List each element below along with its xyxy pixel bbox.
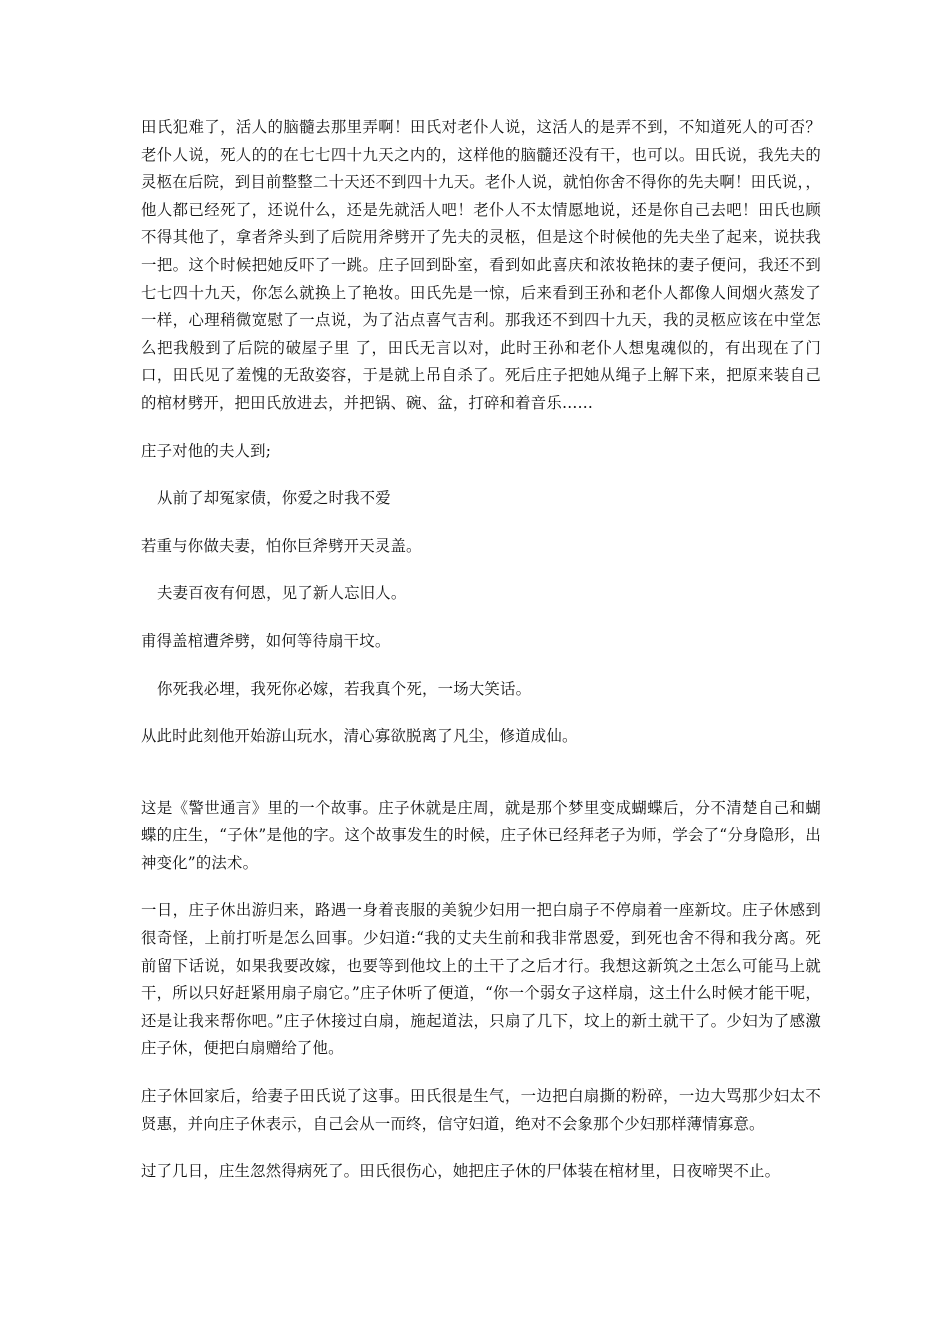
paragraph-zhuangzi-death: 过了几日，庄生忽然得病死了。田氏很伤心，她把庄子休的尸体装在棺材里，日夜啼哭不止。 — [141, 1162, 781, 1181]
paragraph-wife-vow: 庄子休回家后，给妻子田氏说了这事。田氏很是生气，一边把白扇撕的粉碎，一边大骂那少妇太不贤惠，并向庄子休表示，自己会从一而终，信守妇道，绝对不会象那个少妇那样薄情寡意。 — [141, 1087, 821, 1133]
poem-line-5: 你死我必埋，我死你必嫁，若我真个死，一场大笑话。 — [157, 679, 532, 698]
paragraph-widow-fan: 一日，庄子休出游归来，路遇一身着丧服的美貌少妇用一把白扇子不停扇着一座新坟。庄子休感到很奇怪，上前打听是怎么回事。少妇道:“我的丈夫生前和我非常恩爱，到死也舍不得和我分离。死前留下话说，如果我要改嫁，也要等到他坟上的土干了之后才行。我想这新筑之土怎么可能马上就干，所以只好赶紧用扇子扇它。”庄子休听了便道，“你一个弱女子这样扇，这土什么时候才能干呢，还是让我来帮你吧。”庄子休接过白扇，施起道法，只扇了几下，坟上的新土就干了。少妇为了感激庄子休，便把白扇赠给了他。 — [141, 901, 821, 1058]
poem-line-2: 若重与你做夫妻，怕你巨斧劈开天灵盖。 — [141, 536, 422, 555]
paragraph-conclusion: 从此时此刻他开始游山玩水，清心寡欲脱离了凡尘，修道成仙。 — [141, 727, 578, 746]
poem-line-4: 甫得盖棺遭斧劈，如何等待扇干坟。 — [141, 631, 391, 650]
poem-line-1: 从前了却冤家债，你爱之时我不爱 — [157, 489, 391, 508]
paragraph-zhuangzi-intro: 庄子对他的夫人到; — [141, 441, 272, 460]
poem-line-3: 夫妻百夜有何恩，见了新人忘旧人。 — [157, 584, 407, 603]
document-page — [141, 114, 821, 1186]
paragraph-tianshi-story: 田氏犯难了，活人的脑髓去那里弄啊！田氏对老仆人说，这活人的是弄不到，不知道死人的可否？老仆人说，死人的的在七七四十九天之内的，这样他的脑髓还没有干，也可以。田氏说，我先夫的灵柩在后院，到目前整整二十天还不到四十九天。老仆人说，就怕你舍不得你的先夫啊！田氏说，，他人都已经死了，还说什么，还是先就活人吧！老仆人不太情愿地说，还是你自己去吧！田氏也顾不得其他了，拿者斧头到了后院用斧劈开了先夫的灵柩，但是这个时候他的先夫坐了起来，说扶我一把。这个时候把她反吓了一跳。庄子回到卧室，看到如此喜庆和浓妆艳抹的妻子便问，我还不到七七四十九天，你怎么就换上了艳妆。田氏先是一惊，后来看到王孙和老仆人都像人间烟火蒸发了一样，心理稍微宽慰了一点说，为了沾点喜气吉利。那我还不到四十九天，我的灵柩应该在中堂怎么把我般到了后院的破屋子里 了，田氏无言以对，此时王孙和老仆人想鬼魂似的，有出现在了门口，田氏见了羞愧的无敌姿容，于是就上吊自杀了。死后庄子把她从绳子上解下来，把原来装自己的棺材劈开，把田氏放进去，并把锅、碗、盆，打碎和着音乐…… — [141, 118, 821, 412]
paragraph-source-intro: 这是《警世通言》里的一个故事。庄子休就是庄周，就是那个梦里变成蝴蝶后，分不清楚自己和蝴蝶的庄生，“子休”是他的字。这个故事发生的时候，庄子休已经拜老子为师，学会了“分身隐形，出神变化”的法术。 — [141, 798, 821, 872]
